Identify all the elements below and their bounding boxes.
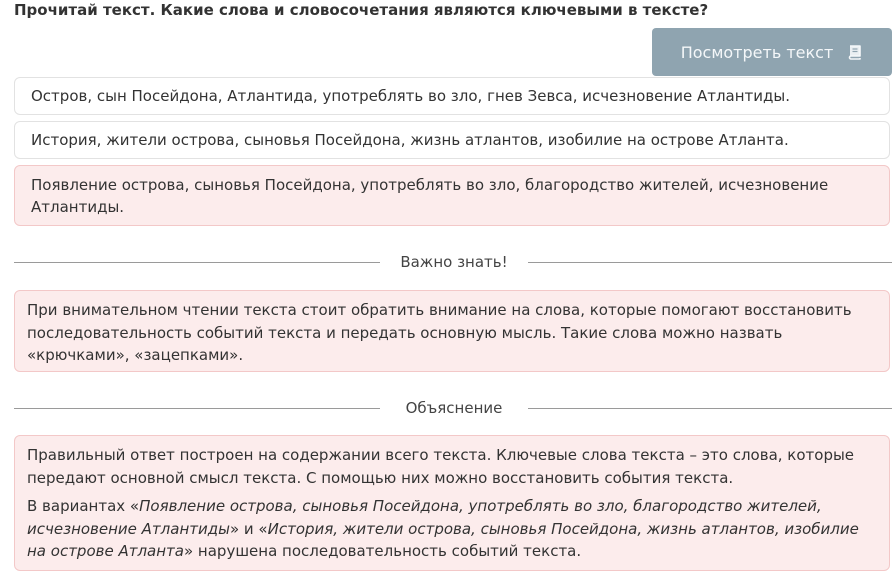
- answer-option-text: История, жители острова, сыновья Посейдона, жизнь атлантов, изобилие на острове Атланта.: [31, 131, 789, 149]
- explanation-paragraph-1: Правильный ответ построен на содержании всего текста. Ключевые слова текста – это слова, которые передают основной смысл текста. С помощью них можно восстановить события текста.: [27, 446, 855, 487]
- explanation-mid: » и «: [229, 519, 268, 538]
- question-title: Прочитай текст. Какие слова и словосочетания являются ключевыми в тексте?: [14, 1, 709, 19]
- explanation-divider: [14, 398, 892, 418]
- view-text-label: Посмотреть текст: [680, 42, 834, 62]
- important-box: [14, 290, 890, 372]
- answer-option-1[interactable]: [14, 77, 890, 115]
- answer-option-text: Появление острова, сыновья Посейдона, употреблять во зло, благородство жителей, исчезновение Атлантиды.: [31, 175, 829, 216]
- explanation-quote-1: Появление острова, сыновья Посейдона, употреблять во зло, благородство жителей, исчезновение Атлантиды: [27, 497, 822, 538]
- explanation-prefix: В вариантах «: [27, 497, 140, 515]
- important-divider: [14, 252, 892, 272]
- answer-option-text: Остров, сын Посейдона, Атлантида, употреблять во зло, гнев Зевса, исчезновение Атлантиды.: [31, 87, 790, 105]
- explanation-quote-2: История, жители острова, сыновья Посейдона, жизнь атлантов, изобилие на острове Атланта: [27, 519, 859, 560]
- explanation-suffix: » нарушена последовательность событий текста.: [183, 542, 582, 560]
- divider-line: [14, 262, 380, 263]
- divider-line: [528, 408, 892, 409]
- explanation-box: [14, 435, 890, 571]
- book-icon: [847, 44, 863, 60]
- answer-option-3-wrong[interactable]: [14, 165, 890, 226]
- divider-line: [14, 408, 380, 409]
- view-text-button[interactable]: [652, 28, 892, 76]
- answer-option-2[interactable]: [14, 121, 890, 159]
- important-text: При внимательном чтении текста стоит обратить внимание на слова, которые помогают восстановить последовательность событий текста и передать основную мысль. Такие слова можно назвать «крючками», «зацепками».: [27, 301, 852, 364]
- explanation-title: Объяснение: [405, 399, 503, 417]
- important-title: Важно знать!: [400, 253, 508, 271]
- explanation-paragraph-2: [27, 495, 877, 563]
- divider-line: [528, 262, 892, 263]
